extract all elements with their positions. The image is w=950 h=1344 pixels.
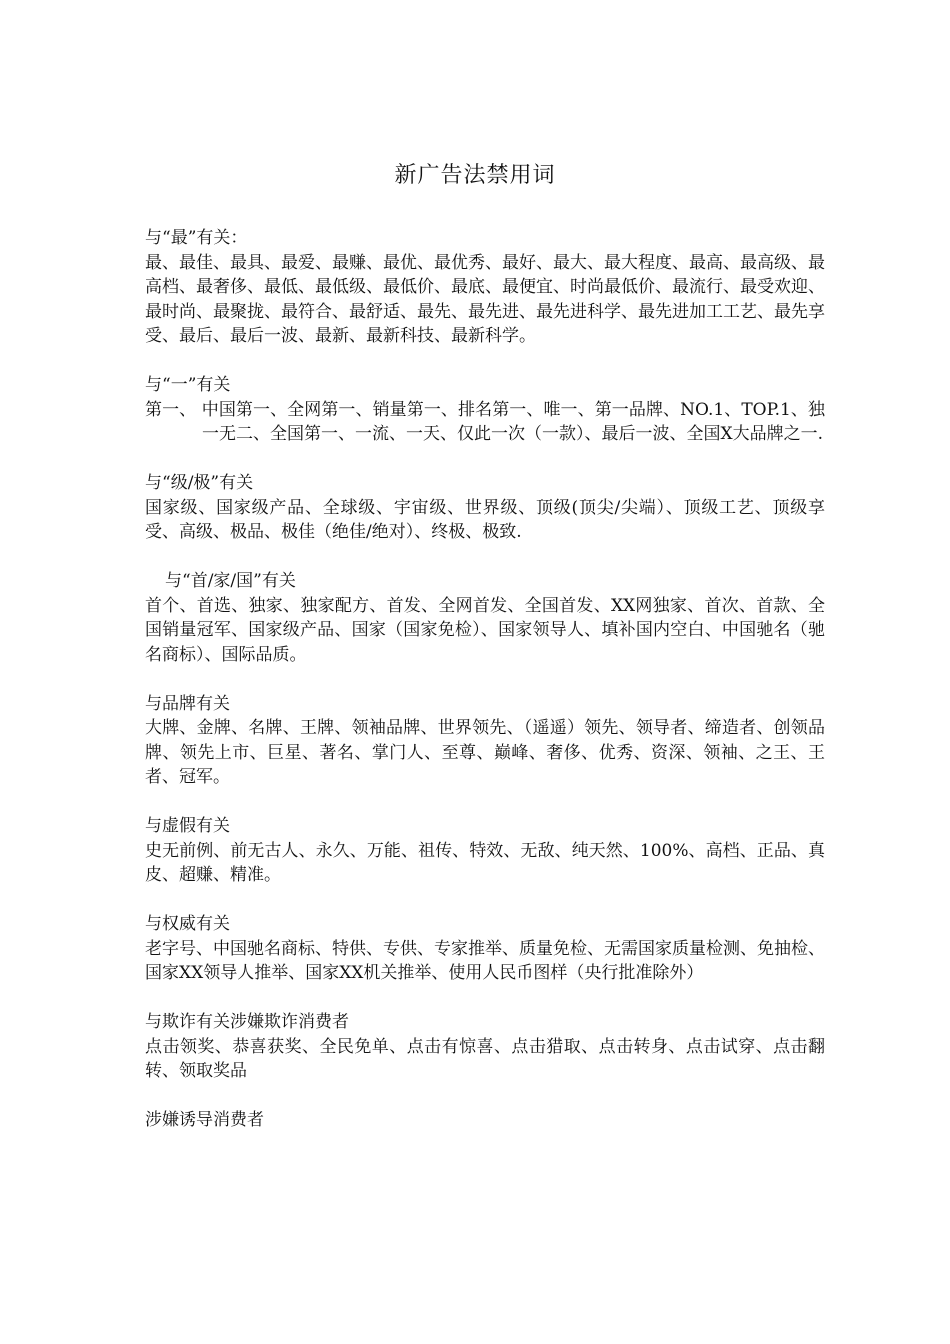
document-body [145, 226, 825, 1157]
section-text: 史无前例、前无古人、永久、万能、祖传、特效、无敌、纯天然、100%、高档、正品、真皮、超赚、精准。 [145, 840, 825, 885]
section-heading: 与欺诈有关涉嫌欺诈消费者 [145, 1012, 349, 1032]
section-induce [145, 1108, 825, 1133]
section-heading: 与“首/家/国”有关 [165, 571, 296, 591]
section-text: 最、最佳、最具、最爱、最赚、最优、最优秀、最好、最大、最大程度、最高、最高级、最高档、最奢侈、最低、最低级、最低价、最底、最便宜、时尚最低价、最流行、最受欢迎、最时尚、最聚拢、最符合、最舒适、最先、最先进、最先进科学、最先进加工工艺、最先享受、最后、最后一波、最新、最新科技、最新科学。 [145, 252, 825, 346]
section-heading: 与品牌有关 [145, 693, 230, 714]
section-false [145, 814, 825, 888]
section-ji [145, 471, 825, 545]
section-heading: 与“一”有关 [145, 375, 231, 395]
section-text: 国家级、国家级产品、全球级、宇宙级、世界级、顶级(顶尖/尖端）、顶级工艺、顶级享受、高级、极品、极佳（绝佳/绝对）、终极、极致. [145, 497, 825, 542]
section-zui [145, 226, 825, 349]
section-text: 点击领奖、恭喜获奖、全民免单、点击有惊喜、点击猎取、点击转身、点击试穿、点击翻转、领取奖品 [145, 1036, 825, 1081]
document-title: 新广告法禁用词 [394, 163, 556, 188]
section-heading: 涉嫌诱导消费者 [145, 1110, 264, 1130]
section-heading: 与虚假有关 [145, 816, 230, 836]
section-fraud [145, 1010, 825, 1084]
section-text: 大牌、金牌、名牌、王牌、领袖品牌、世界领先、（遥遥）领先、领导者、缔造者、创领品牌、领先上市、巨星、著名、掌门人、至尊、巅峰、奢侈、优秀、资深、领袖、之王、王者、冠军。 [145, 718, 825, 787]
section-text: 老字号、中国驰名商标、特供、专供、专家推举、质量免检、无需国家质量检测、免抽检、国家XX领导人推举、国家XX机关推举、使用人民币图样（央行批准除外） [145, 938, 825, 983]
section-text: 第一、 中国第一、全网第一、销量第一、排名第一、唯一、第一品牌、NO.1、TOP.1、独一无二、全国第一、一流、一天、仅此一次（一款）、最后一波、全国X大品牌之一. [145, 399, 825, 444]
section-heading: 与权威有关 [145, 914, 230, 934]
section-heading: 与“最”有关： [145, 228, 248, 248]
section-shou-jia-guo [145, 569, 825, 667]
section-authority [145, 912, 825, 986]
section-brand [145, 692, 825, 790]
section-text: 首个、首选、独家、独家配方、首发、全网首发、全国首发、XX网独家、首次、首款、全国销量冠军、国家级产品、国家（国家免检）、国家领导人、填补国内空白、中国驰名（驰名商标）、国际品质。 [145, 595, 825, 665]
section-yi [145, 373, 825, 447]
section-heading: 与“级/极”有关 [145, 473, 254, 493]
